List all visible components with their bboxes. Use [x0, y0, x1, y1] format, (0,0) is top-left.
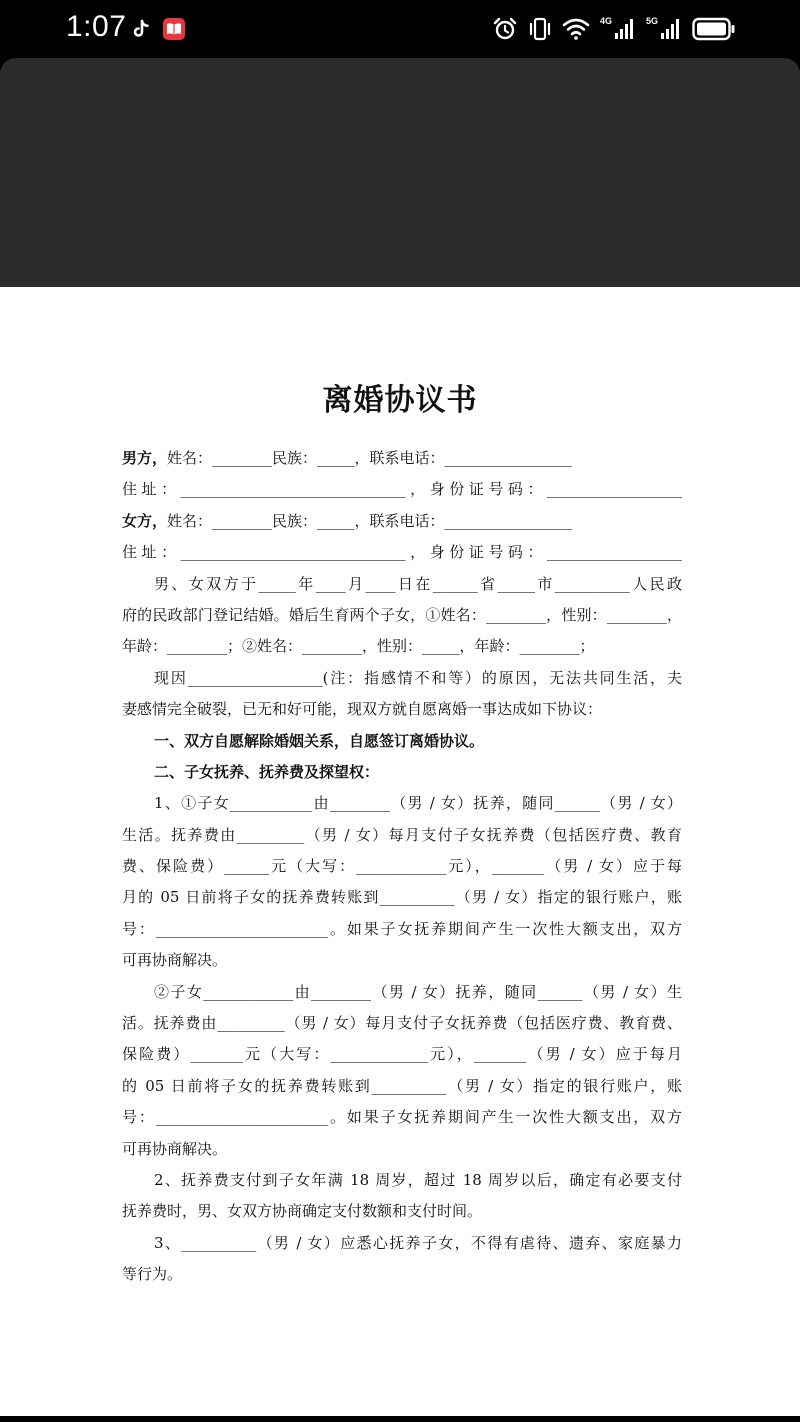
document-line: 费、保险费）______元（大写：____________元），_______（男 / 女）应于每: [122, 857, 682, 876]
network-5g-label: 5G: [645, 16, 658, 26]
document-line: 男、女双方于_____年____月____日在______省_____市__________人民政: [154, 574, 682, 593]
signal-icon-2: [660, 17, 682, 41]
alarm-icon: [492, 16, 518, 42]
status-time: 1:07: [66, 10, 127, 43]
document-line: 等行为。: [122, 1265, 183, 1284]
overlay-panel: [0, 58, 800, 287]
document-line: ②子女____________由________（男 / 女）抚养，随同______（男 / 女）生: [154, 982, 682, 1001]
document-line: 号：_______________________。如果子女抚养期间产生一次性大额支出，双方: [122, 919, 682, 938]
document-title: 离婚协议书: [322, 383, 478, 418]
document-line: 1、①子女___________由________（男 / 女）抚养，随同______（男 / 女）: [154, 794, 682, 813]
document-page[interactable]: [0, 287, 800, 1422]
document-line: 住址：______________________________，身份证号码：__________________: [122, 480, 682, 499]
document-line: 可再协商解决。: [122, 951, 228, 970]
document-line: 的 05 日前将子女的抚养费转账到__________（男 / 女）指定的银行账户，账: [122, 1076, 682, 1095]
document-line: 一、双方自愿解除婚姻关系，自愿签订离婚协议。: [154, 731, 485, 750]
document-line: 生活。抚养费由_________（男 / 女）每月支付子女抚养费（包括医疗费、教育: [122, 825, 682, 844]
party-label: 女方，: [122, 511, 168, 530]
vibrate-icon: [528, 16, 552, 42]
document-line: 住址：______________________________，身份证号码：__________________: [122, 543, 682, 562]
book-reader-icon: [163, 18, 185, 40]
party-fields: 姓名：________民族：_____，联系电话：_________________: [167, 449, 573, 467]
document-line: 保险费）_______元（大写：_____________元），_______（男 / 女）应于每月: [122, 1045, 682, 1064]
document-line: 活。抚养费由_________（男 / 女）每月支付子女抚养费（包括医疗费、教育费、: [122, 1014, 682, 1033]
party-fields: 姓名：________民族：_____，联系电话：_________________: [167, 511, 573, 530]
battery-icon: [692, 16, 736, 42]
status-icons: [492, 14, 736, 44]
document-line: 3、__________（男 / 女）应悉心抚养子女，不得有虐待、遗弃、家庭暴力: [154, 1233, 682, 1252]
bottom-edge: [0, 1416, 800, 1422]
document-line: 号：_______________________。如果子女抚养期间产生一次性大额支出，双方: [122, 1108, 682, 1127]
document-line: 年龄：________；②姓名：________，性别：_____，年龄：________；: [122, 637, 595, 656]
document-line: [122, 443, 682, 474]
document-body: [122, 443, 682, 1291]
document-line: 月的 05 日前将子女的抚养费转账到__________（男 / 女）指定的银行账户，账: [122, 888, 682, 907]
party-label: 男方，: [122, 449, 168, 467]
document-line: 妻感情完全破裂，已无和好可能，现双方就自愿离婚一事达成如下协议：: [122, 700, 603, 719]
document-line: 可再协商解决。: [122, 1139, 228, 1158]
document-line: 2、抚养费支付到子女年满 18 周岁，超过 18 周岁以后，确定有必要支付: [154, 1170, 682, 1189]
signal-icon-1: [614, 17, 636, 41]
wifi-icon: [562, 17, 590, 41]
document-line: [122, 506, 682, 537]
network-4g-label: 4G: [599, 16, 612, 26]
document-line: 现因__________________(注：指感情不和等）的原因，无法共同生活，夫: [154, 668, 682, 687]
document-line: 抚养费时，男、女双方协商确定支付数额和支付时间。: [122, 1202, 483, 1221]
status-bar: [0, 0, 800, 58]
document-line: 府的民政部门登记结婚。婚后生育两个子女，①姓名：________，性别：________，: [122, 605, 682, 624]
document-line: 二、子女抚养、抚养费及探望权：: [154, 762, 380, 781]
tiktok-icon: [130, 18, 152, 40]
